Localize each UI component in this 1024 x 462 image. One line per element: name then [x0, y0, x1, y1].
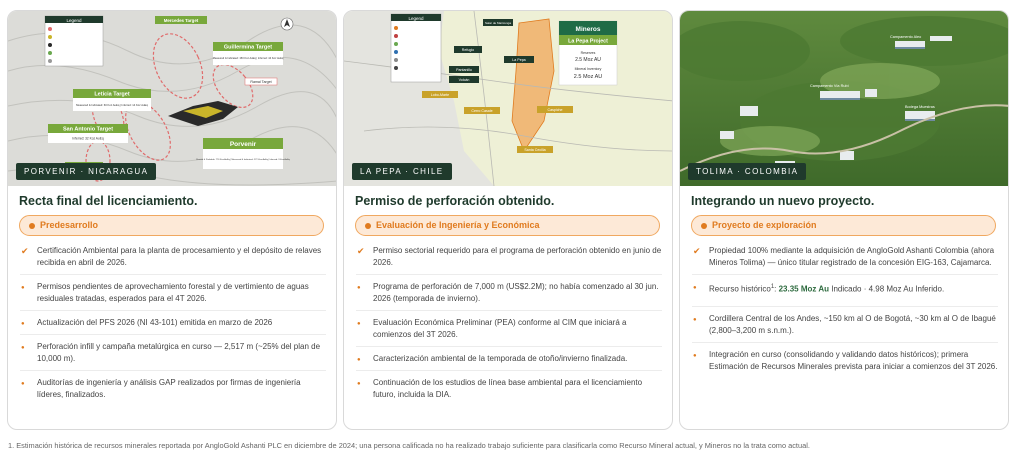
- stage-pill: [355, 215, 660, 236]
- bullet-text: Perforación infill y campaña metalúrgica en curso — 2,517 m (~25% del plan de 10,000 m).: [37, 342, 321, 363]
- list-item: [20, 245, 326, 275]
- reserves-label: Reserves: [580, 51, 596, 55]
- list-item: [20, 341, 326, 371]
- project-label: Volcán: [458, 78, 470, 82]
- project-label: Caspiche: [547, 108, 563, 112]
- list-item: [692, 349, 998, 378]
- stage-label: Proyecto de exploración: [712, 220, 817, 230]
- project-label: Santa Cecilia: [524, 148, 546, 152]
- list-item: [356, 377, 662, 406]
- project-label: La Pepa: [512, 58, 526, 62]
- footnote: 1. Estimación histórica de recursos minerales reportada por AngloGold Ashanti PLC en diciembre de 2024; una persona calificada no ha realizado trabajo suficiente para clasificarla como Recurso Mineral actual, y Mineros no la trata como actual.: [8, 441, 810, 450]
- project-card-porvenir: [7, 10, 337, 430]
- bullet-text: Programa de perforación de 7,000 m (US$2.2M); no había comenzado al 30 jun. 2026 (temporada de invierno).: [373, 282, 659, 303]
- bullet-text: Permisos pendientes de aprovechamiento forestal y de vertimiento de aguas residuales tratadas, esperados para el 4T 2026.: [37, 282, 309, 303]
- check-icon: ✔: [357, 246, 365, 256]
- bullet-text: Evaluación Económica Preliminar (PEA) conforme al CIM que iniciará a comienzos del 3T 2026.: [373, 318, 627, 339]
- guillermina-resources: Measured & Indicated: 150 Koz AuEq | Inferred: 44 Koz AuEq: [212, 57, 284, 60]
- list-item: [20, 281, 326, 311]
- card-title: Recta final del licenciamiento.: [19, 194, 198, 208]
- project-label: Salar de Maricunga: [484, 21, 512, 25]
- bullet-dot-icon: ●: [357, 321, 361, 327]
- list-item: [20, 317, 326, 335]
- list-item: [692, 313, 998, 343]
- bullet-dot-icon: ●: [357, 381, 361, 387]
- list-item: [356, 245, 662, 275]
- inventory-label: Mineral Inventory: [574, 67, 602, 71]
- porvenir-map: [8, 11, 336, 186]
- footnote-ref: 1: [770, 284, 775, 290]
- bullet-dot-icon: ●: [693, 316, 697, 323]
- reserves-value: 2.5 Moz AU: [575, 57, 601, 63]
- photo-label: Campamento Vía Rubí: [810, 84, 849, 88]
- target-ramal: Ramal Target: [250, 80, 272, 84]
- bullet-text: Actualización del PFS 2026 (NI 43-101) emitida en marzo de 2026: [37, 318, 273, 327]
- bullet-dot-icon: ●: [21, 381, 25, 387]
- bullet-text: Integración en curso (consolidando y validando datos históricos); primera Estimación de Recursos Minerales prevista para iniciar a comienzos del 3T 2026.: [709, 349, 998, 371]
- region-label: PORVENIR · NICARAGUA: [16, 163, 156, 180]
- porvenir-resources: Proven & Probable: 776 Koz AuEq | Measured & Indicated: 272 Koz AuEq | Inferred: 9 Koz AuEq: [196, 159, 290, 161]
- list-item: [692, 281, 998, 307]
- card-title: Integrando un nuevo proyecto.: [691, 194, 875, 208]
- project-card-tolima: [679, 10, 1009, 430]
- list-item: [356, 317, 662, 347]
- brand-logo: Mineros: [575, 26, 601, 33]
- bullet-text: Certificación Ambiental para la planta de procesamiento y el depósito de relaves recibida en abril de 2026.: [37, 246, 322, 267]
- card-title: Permiso de perforación obtenido.: [355, 194, 555, 208]
- bullet-text: Indicado · 4.98 Moz Au Inferido.: [829, 284, 945, 294]
- la-pepa-map: [344, 11, 672, 186]
- project-label: Pantanillo: [456, 68, 472, 72]
- target-porvenir: Porvenir: [229, 141, 257, 148]
- region-label: LA PEPA · CHILE: [352, 163, 452, 180]
- bullet-dot-icon: ●: [693, 285, 697, 291]
- list-item: [692, 245, 998, 275]
- bullet-text: Cordillera Central de los Andes, ~150 km al O de Bogotá, ~30 km al O de Ibagué (2,800–3,200 m s.n.m.).: [709, 313, 996, 335]
- bullet-list: [692, 245, 998, 384]
- map-legend: [391, 14, 441, 82]
- resource-highlight: 23.35 Moz Au: [778, 284, 829, 294]
- bullet-text: Permiso sectorial requerido para el programa de perforación obtenido en junio de 2026.: [373, 246, 662, 267]
- stage-pill: [19, 215, 324, 236]
- leticia-resources: Measured & Indicated: 60 Koz AuEq | Inferred: 14 Koz AuEq: [76, 104, 148, 107]
- target-leticia: Leticia Target: [94, 91, 130, 98]
- photo-label: Campamento Aleo: [890, 35, 922, 39]
- target-mercedes: Mercedes Target: [163, 18, 199, 23]
- stage-dot-icon: [365, 223, 371, 229]
- bullet-dot-icon: ●: [357, 285, 361, 291]
- region-label: TOLIMA · COLOMBIA: [688, 163, 806, 180]
- project-label: Lobo-Marte: [430, 93, 450, 97]
- bullet-text: Recurso histórico: [709, 284, 771, 294]
- target-san-antonio: San Antonio Target: [62, 126, 114, 133]
- legend-title: Legend: [66, 18, 82, 23]
- project-name: La Pepa Project: [568, 38, 608, 45]
- bullet-text: Auditorías de ingeniería y análisis GAP realizados por firmas de ingeniería líderes, finalizados.: [37, 378, 301, 399]
- map-legend: [45, 16, 103, 66]
- bullet-list: [356, 245, 662, 412]
- bullet-text: Propiedad 100% mediante la adquisición de AngloGold Ashanti Colombia (ahora Mineros Tolima) — único titular registrado de la concesión EIG-163, Cajamarca.: [709, 246, 995, 267]
- bullet-dot-icon: ●: [693, 352, 697, 359]
- stage-dot-icon: [29, 223, 35, 229]
- legend-title: Legend: [408, 16, 424, 21]
- photo-label: Bodega Muestras: [905, 105, 935, 109]
- project-card-la-pepa: [343, 10, 673, 430]
- san-antonio-resources: Inferred: 32 Koz AuEq: [72, 136, 104, 141]
- inventory-value: 2.5 Moz AU: [573, 74, 603, 80]
- list-item: [20, 377, 326, 406]
- bullet-text: :: [774, 284, 779, 294]
- bullet-list: [20, 245, 326, 412]
- bullet-dot-icon: ●: [21, 345, 25, 351]
- check-icon: ✔: [693, 246, 701, 256]
- check-icon: ✔: [21, 246, 29, 256]
- bullet-dot-icon: ●: [21, 321, 25, 327]
- bullet-text: Continuación de los estudios de línea base ambiental para el licenciamiento futuro, incluida la DIA.: [373, 378, 643, 399]
- stage-pill: [691, 215, 996, 236]
- stage-label: Predesarrollo: [40, 220, 99, 230]
- list-item: [356, 353, 662, 371]
- tolima-aerial-photo: [680, 11, 1008, 186]
- target-guillermina: Guillermina Target: [223, 44, 273, 51]
- bullet-dot-icon: ●: [357, 357, 361, 363]
- bullet-text: Caracterización ambiental de la temporada de otoño/invierno finalizada.: [373, 354, 628, 363]
- project-label: Cerro Casale: [471, 109, 493, 113]
- project-label: Refugio: [461, 48, 475, 52]
- stage-label: Evaluación de Ingeniería y Económica: [376, 220, 540, 230]
- list-item: [356, 281, 662, 311]
- stage-dot-icon: [701, 223, 707, 229]
- bullet-dot-icon: ●: [21, 285, 25, 291]
